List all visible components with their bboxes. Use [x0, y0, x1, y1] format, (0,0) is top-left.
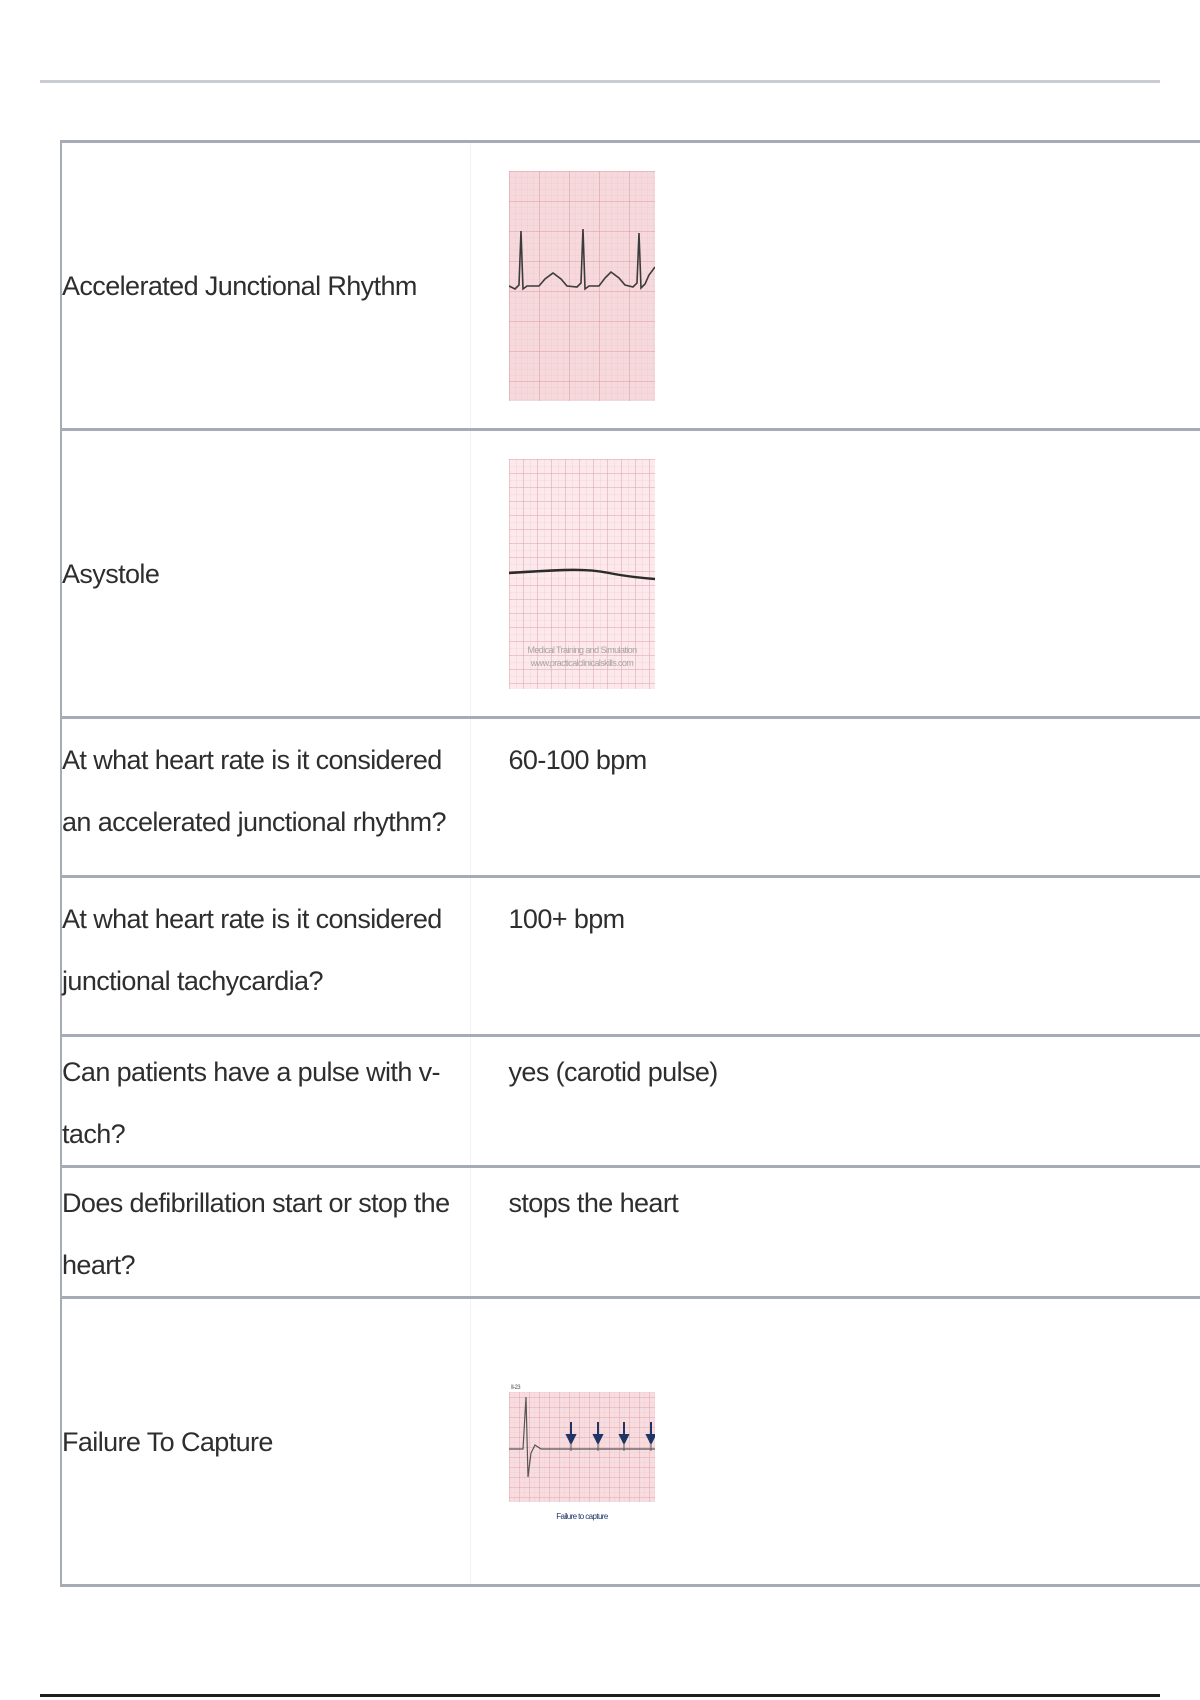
card-term: Does defibrillation start or stop the heart?	[61, 1167, 470, 1298]
card-term: Accelerated Junctional Rhythm	[61, 142, 470, 430]
card-row	[61, 1298, 1200, 1586]
flashcard-table	[60, 140, 1200, 1587]
bottom-divider	[40, 1694, 1160, 1697]
card-definition: 100+ bpm	[470, 877, 1200, 1036]
card-row	[61, 1036, 1200, 1167]
ecg-asystole-image	[509, 459, 655, 689]
card-row	[61, 142, 1200, 430]
card-term: Failure To Capture	[61, 1298, 470, 1586]
card-term: Can patients have a pulse with v-tach?	[61, 1036, 470, 1167]
card-row	[61, 718, 1200, 877]
card-definition: stops the heart	[470, 1167, 1200, 1298]
card-definition	[470, 430, 1200, 718]
card-term: At what heart rate is it considered junctional tachycardia?	[61, 877, 470, 1036]
ecg-caption: Failure to capture	[555, 1511, 608, 1521]
top-divider	[40, 80, 1160, 83]
ecg-accelerated-junctional-rhythm-image	[509, 171, 655, 401]
card-row	[61, 430, 1200, 718]
card-definition: yes (carotid pulse)	[470, 1036, 1200, 1167]
card-row	[61, 877, 1200, 1036]
ecg-watermark: www.practicalclinicalskills.com	[530, 657, 633, 668]
ecg-failure-to-capture-image	[509, 1327, 655, 1557]
card-term: Asystole	[61, 430, 470, 718]
card-definition: 60-100 bpm	[470, 718, 1200, 877]
ecg-watermark: Medical Training and Simulation	[527, 644, 636, 655]
card-row	[61, 1167, 1200, 1298]
card-definition	[470, 142, 1200, 430]
ecg-lead-label: II-23	[510, 1384, 520, 1391]
card-term: At what heart rate is it considered an accelerated junctional rhythm?	[61, 718, 470, 877]
card-definition	[470, 1298, 1200, 1586]
